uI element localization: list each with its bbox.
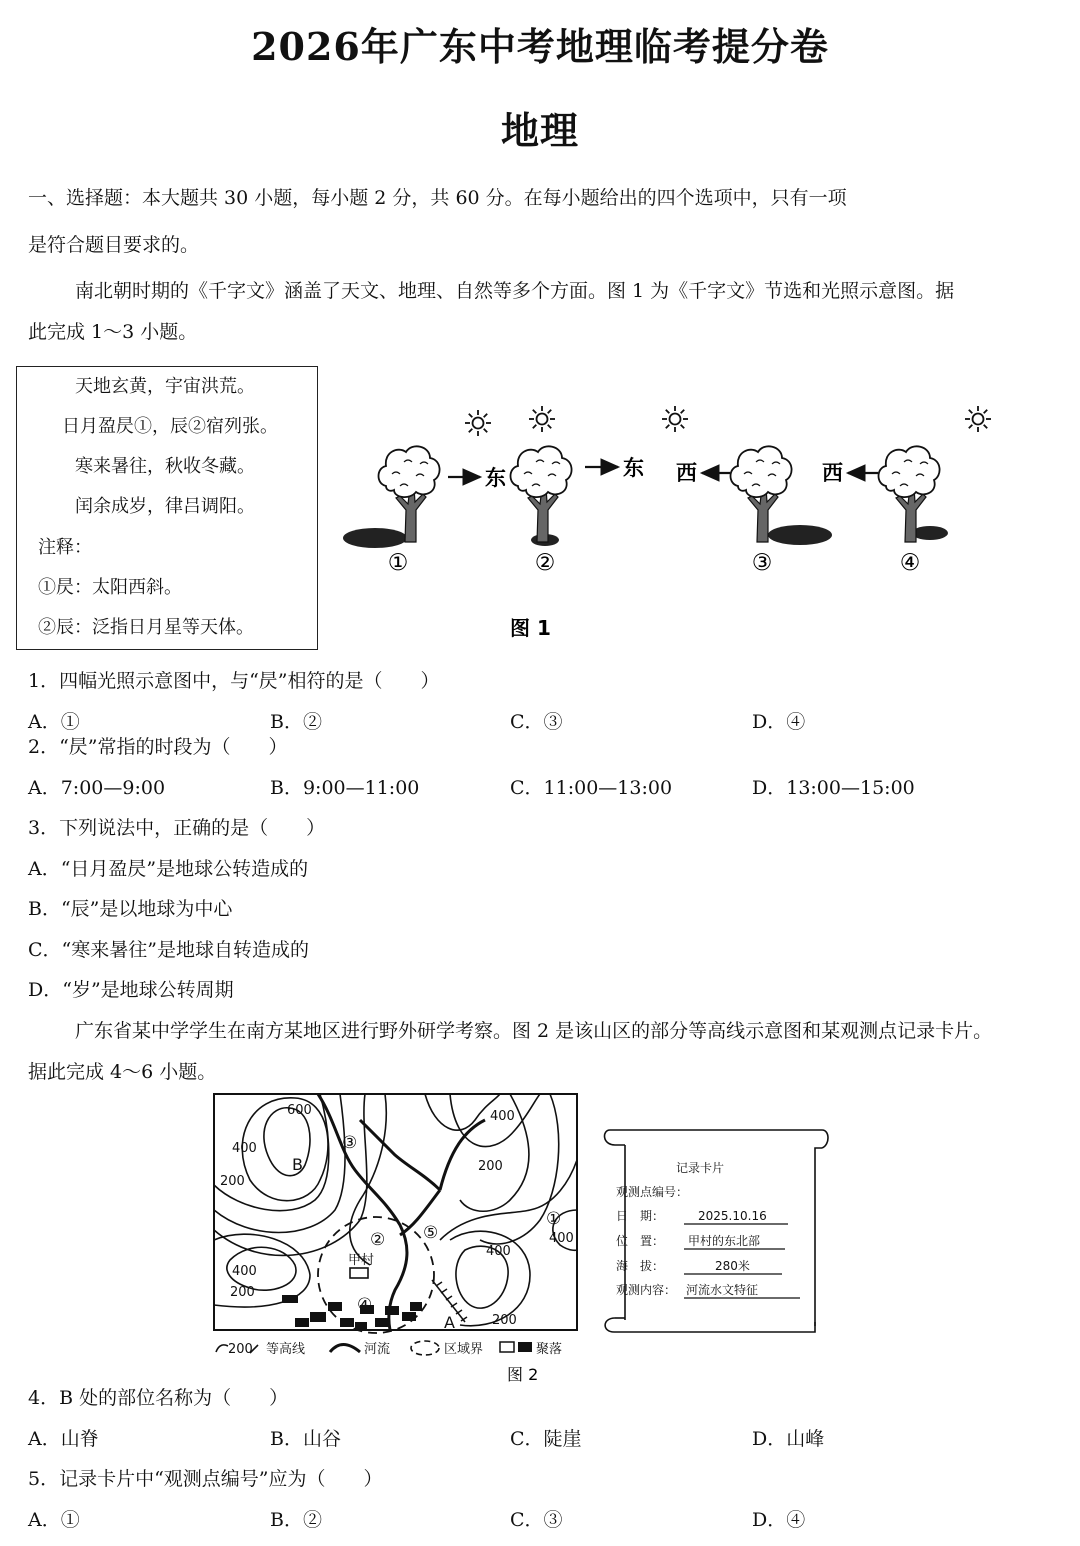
observation-point-label: ④ xyxy=(357,1295,373,1315)
shadow-icon xyxy=(912,526,948,540)
sun-icon xyxy=(662,406,688,432)
section1-instructions: 一、选择题：本大题共 30 小题，每小题 2 分，共 60 分。在每小题给出的四个选项中，只有一项 xyxy=(28,187,847,209)
q1-option-b[interactable]: B．② xyxy=(270,711,322,733)
poem-line: 寒来暑往，秋收冬藏。 xyxy=(75,456,255,477)
question-5-stem: 5．记录卡片中“观测点编号”应为（ ） xyxy=(28,1468,383,1490)
shadow-icon xyxy=(768,525,832,545)
figure1-caption: 图 1 xyxy=(510,616,551,640)
q5-option-d[interactable]: D．④ xyxy=(752,1509,806,1531)
shadow-icon xyxy=(343,528,407,548)
legend-river: 河流 xyxy=(364,1342,391,1357)
sun-icon xyxy=(965,406,991,432)
figure1-illumination-diagram xyxy=(330,395,1030,655)
exam-title: 2026年广东中考地理临考提分卷 xyxy=(251,24,829,69)
contour-label: 400 xyxy=(490,1109,515,1124)
contour-label: 200 xyxy=(492,1313,517,1328)
passage2-text-cont: 据此完成 4～6 小题。 xyxy=(28,1061,217,1083)
figure1-label: ① xyxy=(387,550,409,576)
contour-label: 200 xyxy=(220,1174,245,1189)
section1-instructions-cont: 是符合题目要求的。 xyxy=(28,234,200,256)
passage1-text-cont: 此完成 1～3 小题。 xyxy=(28,321,198,343)
observation-point-label: ① xyxy=(546,1209,562,1229)
figure2-caption: 图 2 xyxy=(507,1365,539,1384)
contour-label: 400 xyxy=(549,1231,574,1246)
point-b-label: B xyxy=(292,1155,303,1174)
q3-option-c[interactable]: C．“寒来暑往”是地球自转造成的 xyxy=(28,939,309,961)
subject-title: 地理 xyxy=(500,108,579,153)
card-date-label: 日 期： xyxy=(616,1209,665,1223)
village-label: 甲村 xyxy=(348,1253,375,1268)
card-altitude-value: 280米 xyxy=(715,1259,750,1273)
q3-option-d[interactable]: D．“岁”是地球公转周期 xyxy=(28,979,234,1001)
figure1-label: ③ xyxy=(751,550,773,576)
passage1-text: 南北朝时期的《千字文》涵盖了天文、地理、自然等多个方面。图 1 为《千字文》节选和光照示意图。据 xyxy=(75,280,955,302)
tree-icon xyxy=(511,446,572,542)
poem-line: 闰余成岁，律吕调阳。 xyxy=(75,496,255,517)
card-title: 记录卡片 xyxy=(676,1161,725,1175)
q2-option-b[interactable]: B．9:00—11:00 xyxy=(270,777,420,799)
question-2-stem: 2．“昃”常指的时段为（ ） xyxy=(28,736,288,758)
q2-option-a[interactable]: A．7:00—9:00 xyxy=(28,777,166,799)
legend-contour-number: 200 xyxy=(228,1342,253,1357)
sun-icon xyxy=(465,410,491,436)
contour-label: 400 xyxy=(232,1264,257,1279)
poem-line: 日月盈昃①，辰②宿列张。 xyxy=(62,416,278,437)
q4-option-c[interactable]: C．陡崖 xyxy=(510,1428,582,1450)
card-position-value: 甲村的东北部 xyxy=(688,1234,761,1248)
card-altitude-label: 海 拔： xyxy=(616,1259,665,1273)
card-position-label: 位 置： xyxy=(616,1234,665,1248)
q4-option-a[interactable]: A．山脊 xyxy=(28,1428,99,1450)
point-a-label: A xyxy=(444,1313,455,1332)
q3-option-b[interactable]: B．“辰”是以地球为中心 xyxy=(28,898,233,920)
tree-icon xyxy=(379,446,440,542)
contour-label: 200 xyxy=(230,1285,255,1300)
contour-label: 600 xyxy=(287,1103,312,1118)
legend-boundary: 区域界 xyxy=(444,1342,484,1357)
q4-option-d[interactable]: D．山峰 xyxy=(752,1428,825,1450)
q5-option-a[interactable]: A．① xyxy=(28,1509,80,1531)
q5-option-b[interactable]: B．② xyxy=(270,1509,322,1531)
q5-option-c[interactable]: C．③ xyxy=(510,1509,563,1531)
q1-option-d[interactable]: D．④ xyxy=(752,711,806,733)
q2-option-d[interactable]: D．13:00—15:00 xyxy=(752,777,915,799)
figure1-label: ④ xyxy=(899,550,921,576)
contour-label: 400 xyxy=(232,1141,257,1156)
poem-line: 天地玄黄，宇宙洪荒。 xyxy=(75,376,255,397)
poem-note-title: 注释： xyxy=(38,537,92,558)
card-date-value: 2025.10.16 xyxy=(698,1209,767,1223)
q4-option-b[interactable]: B．山谷 xyxy=(270,1428,341,1450)
q1-option-c[interactable]: C．③ xyxy=(510,711,563,733)
question-3-stem: 3．下列说法中，正确的是（ ） xyxy=(28,817,326,839)
figure2-contour-map xyxy=(210,1090,840,1385)
q2-option-c[interactable]: C．11:00—13:00 xyxy=(510,777,673,799)
direction-label: 西 xyxy=(676,461,697,485)
observation-point-label: ② xyxy=(370,1230,386,1250)
q3-option-a[interactable]: A．“日月盈昃”是地球公转造成的 xyxy=(28,858,309,880)
figure1-label: ② xyxy=(534,550,556,576)
direction-label: 西 xyxy=(822,461,843,485)
question-1-stem: 1．四幅光照示意图中，与“昃”相符的是（ ） xyxy=(28,670,440,692)
legend-settlement: 聚落 xyxy=(536,1342,563,1357)
contour-label: 200 xyxy=(478,1159,503,1174)
poem-note: ①昃：太阳西斜。 xyxy=(38,577,182,598)
contour-label: 400 xyxy=(486,1244,511,1259)
card-id-label: 观测点编号： xyxy=(616,1185,689,1199)
q1-option-a[interactable]: A．① xyxy=(28,711,80,733)
passage2-text: 广东省某中学学生在南方某地区进行野外研学考察。图 2 是该山区的部分等高线示意图和某观测点记录卡片。 xyxy=(75,1020,993,1042)
village-icon xyxy=(350,1268,368,1278)
question-4-stem: 4．B 处的部位名称为（ ） xyxy=(28,1387,289,1409)
direction-label: 东 xyxy=(623,456,644,480)
observation-point-label: ⑤ xyxy=(423,1223,439,1243)
sun-icon xyxy=(529,406,555,432)
poem-note: ②辰：泛指日月星等天体。 xyxy=(38,617,254,638)
legend-contour: 等高线 xyxy=(266,1342,306,1357)
observation-point-label: ③ xyxy=(342,1133,358,1153)
direction-label: 东 xyxy=(485,466,506,490)
card-content-label: 观测内容： xyxy=(616,1283,677,1297)
card-content-value: 河流水文特征 xyxy=(686,1283,759,1297)
